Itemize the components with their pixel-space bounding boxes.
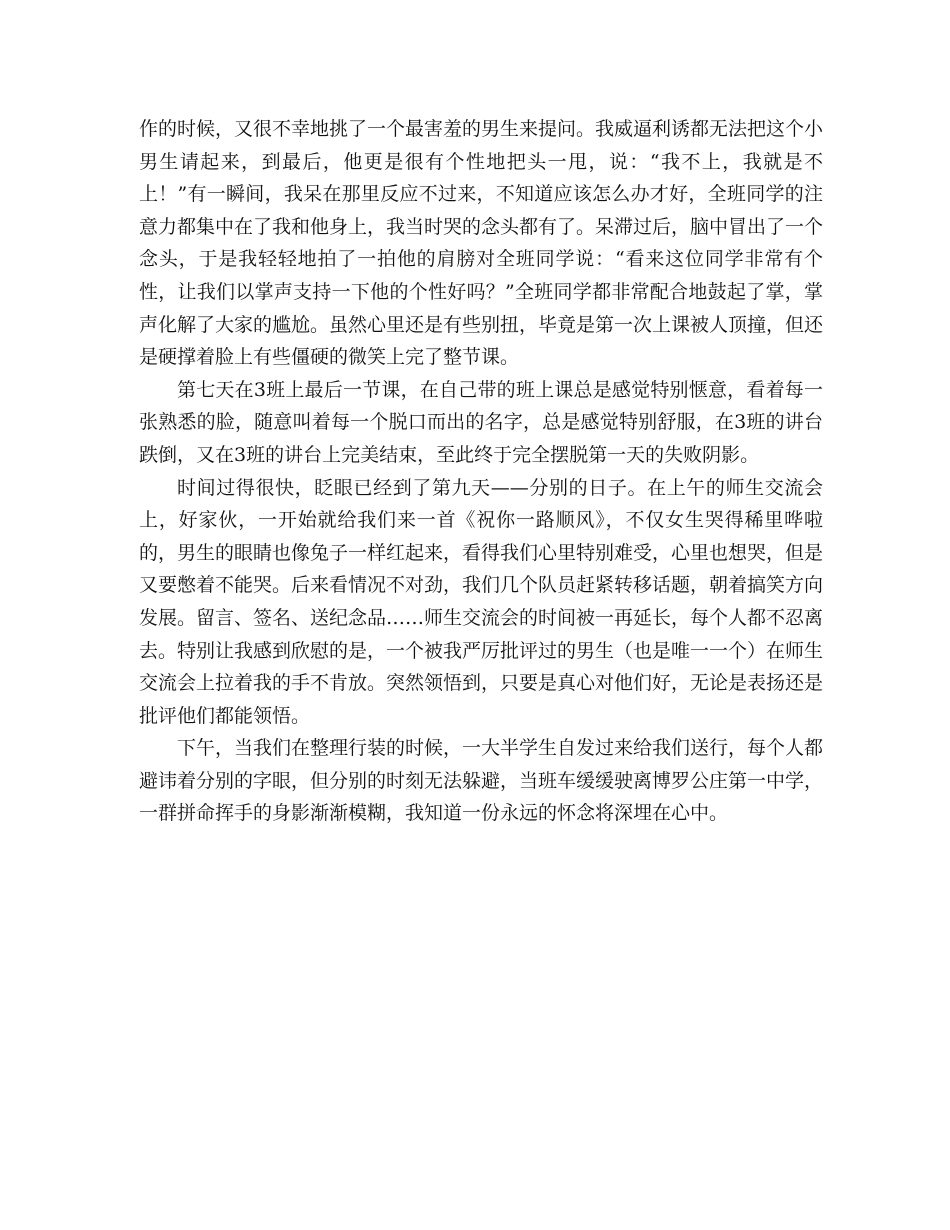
paragraph-day-nine: 时间过得很快，眨眼已经到了第九天——分别的日子。在上午的师生交流会上，好家伙，一开始就给我们来一首《祝你一路顺风》，不仅女生哭得稀里哗啦的，男生的眼睛也像兔子一样红起来，看得我们心里特别难受，心里也想哭，但是又要憋着不能哭。后来看情况不对劲，我们几个队员赶紧转移话题，朝着搞笑方向发展。留言、签名、送纪念品……师生交流会的时间被一再延长，每个人都不忍离去。特别让我感到欣慰的是，一个被我严厉批评过的男生（也是唯一一个）在师生交流会上拉着我的手不肯放。突然领悟到，只要是真心对他们好，无论是表扬还是批评他们都能领悟。 bbox=[139, 476, 824, 727]
paragraph-continued: 作的时候，又很不幸地挑了一个最害羞的男生来提问。我威逼利诱都无法把这个小男生请起来，到最后，他更是很有个性地把头一甩，说：“我不上，我就是不上！”有一瞬间，我呆在那里反应不过来，不知道应该怎么办才好，全班同学的注意力都集中在了我和他身上，我当时哭的念头都有了。呆滞过后，脑中冒出了一个念头，于是我轻轻地拍了一拍他的肩膀对全班同学说：“看来这位同学非常有个性，让我们以掌声支持一下他的个性好吗？”全班同学都非常配合地鼓起了掌，掌声化解了大家的尴尬。虽然心里还是有些别扭，毕竟是第一次上课被人顶撞，但还是硬撑着脸上有些僵硬的微笑上完了整节课。 bbox=[139, 118, 824, 369]
paragraph-afternoon-farewell: 下午，当我们在整理行装的时候，一大半学生自发过来给我们送行，每个人都避讳着分别的字眼，但分别的时刻无法躲避，当班车缓缓驶离博罗公庄第一中学，一群拼命挥手的身影渐渐模糊，我知道一份永远的怀念将深埋在心中。 bbox=[139, 737, 824, 825]
paragraph-day-seven: 第七天在3班上最后一节课，在自己带的班上课总是感觉特别惬意，看着每一张熟悉的脸，随意叫着每一个脱口而出的名字，总是感觉特别舒服，在3班的讲台跌倒，又在3班的讲台上完美结束，至此终于完全摆脱第一天的失败阴影。 bbox=[139, 378, 823, 466]
document-body bbox=[139, 113, 823, 830]
